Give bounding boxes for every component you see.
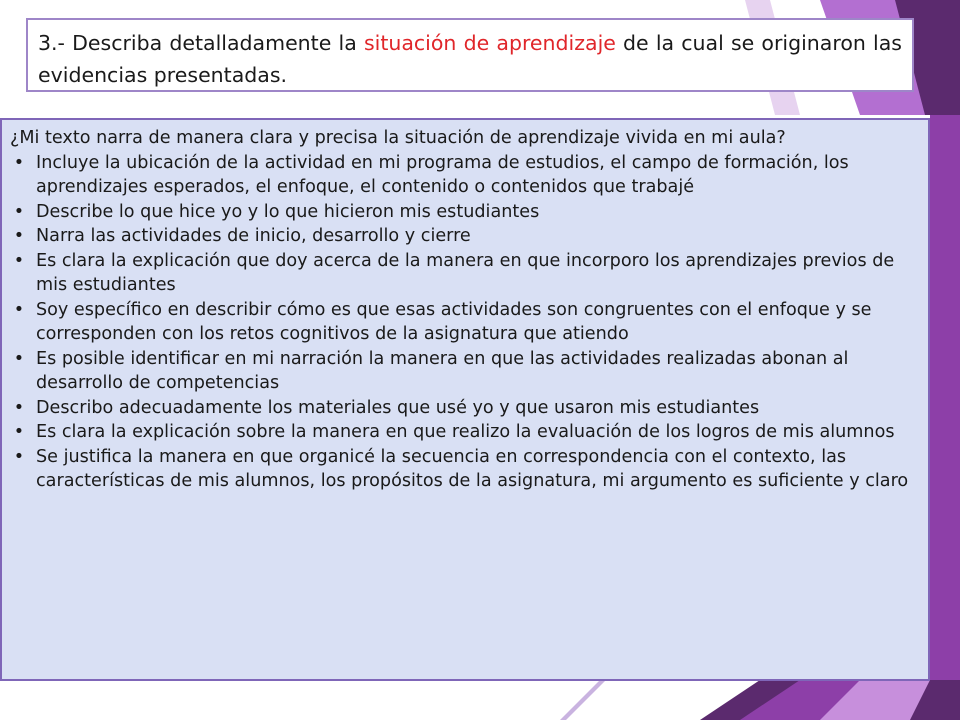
bullet-icon: •: [13, 152, 25, 173]
list-item-text: Incluye la ubicación de la actividad en mi programa de estudios, el campo de formación, los aprendizajes esperados, el enfoque, el contenido o contenidos que trabajé: [36, 152, 849, 197]
criteria-list: [10, 151, 918, 494]
bullet-icon: •: [13, 446, 25, 467]
list-item: [10, 249, 918, 298]
question-title-highlight: situación de aprendizaje: [363, 31, 616, 55]
bottom-deco-thin: [560, 680, 606, 720]
list-item: [10, 298, 918, 347]
list-item: [10, 347, 918, 396]
bullet-icon: •: [13, 397, 25, 418]
question-title-text: 3.- Describa detalladamente la: [38, 31, 364, 55]
list-item: [10, 396, 918, 421]
list-item-text: Es clara la explicación que doy acerca de la manera en que incorporo los aprendizajes previos de mis estudiantes: [36, 250, 895, 295]
question-title: [26, 18, 914, 92]
list-item: [10, 420, 918, 445]
list-item-text: Narra las actividades de inicio, desarrollo y cierre: [36, 226, 471, 246]
criteria-intro: ¿Mi texto narra de manera clara y precisa la situación de aprendizaje vivida en mi aula?: [10, 128, 786, 148]
bullet-icon: •: [13, 226, 25, 246]
list-item-text: Es posible identificar en mi narración la manera en que las actividades realizadas abonan al desarrollo de competencias: [36, 348, 849, 393]
list-item-text: Se justifica la manera en que organicé la secuencia en correspondencia con el contexto, las características de mis alumnos, los propósitos de la asignatura, mi argumento es suficiente y claro: [36, 446, 909, 491]
bullet-icon: •: [13, 348, 25, 369]
question-title-text-end: de la cual se originaron las evidencias presentadas.: [38, 31, 902, 87]
right-edge-deco: [930, 115, 960, 680]
criteria-box: [0, 118, 930, 681]
bullet-icon: •: [13, 422, 25, 442]
list-item: [10, 224, 918, 249]
list-item-text: Describo adecuadamente los materiales que usé yo y que usaron mis estudiantes: [36, 397, 760, 418]
bullet-icon: •: [13, 201, 25, 222]
list-item-text: Describe lo que hice yo y lo que hicieron mis estudiantes: [36, 201, 540, 222]
list-item: [10, 151, 918, 200]
list-item: [10, 445, 918, 494]
list-item-text: Soy específico en describir cómo es que esas actividades son congruentes con el enfoque y se corresponden con los retos cognitivos de la asignatura que atiendo: [36, 299, 872, 344]
list-item: [10, 200, 918, 225]
list-item-text: Es clara la explicación sobre la manera en que realizo la evaluación de los logros de mis alumnos: [36, 422, 895, 442]
bullet-icon: •: [13, 250, 25, 271]
bullet-icon: •: [13, 299, 25, 320]
